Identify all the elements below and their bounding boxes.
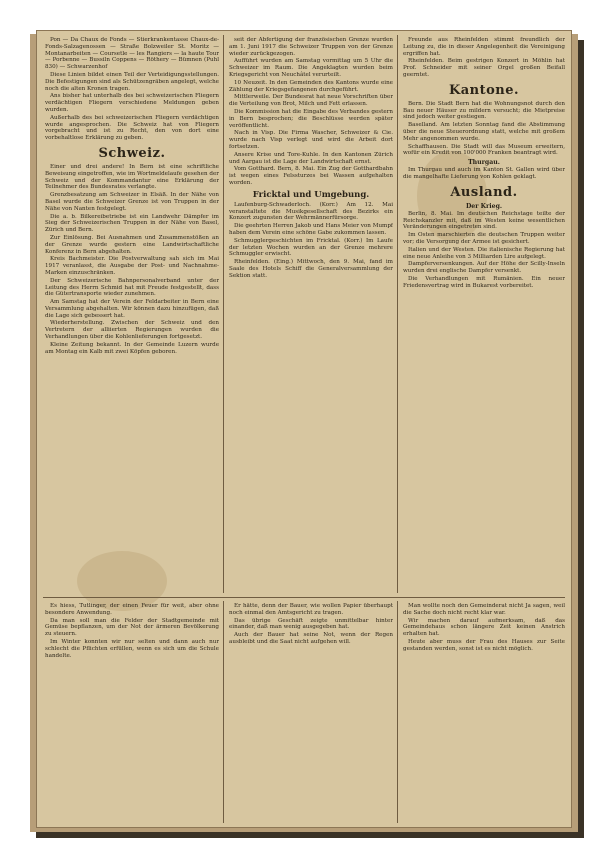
feuilleton-paragraph: Auch der Bauer hat seine Not, wenn der Regen ausbleibt und die Saat nicht aufgehen will. bbox=[229, 632, 393, 645]
column-3 bbox=[403, 37, 565, 593]
article-paragraph: Am Samstag hat der Verein der Feldarbeiter in Bern eine Versammlung abgehalten. Wir können dazu hinzufügen, daß die Lage sich gebessert hat. bbox=[45, 299, 219, 319]
column-rule bbox=[397, 601, 398, 823]
feuilleton-paragraph: Da man soll man die Felder der Stadtgemeinde mit Gemüse bepflanzen, um der Not der ärmeren Bevölkerung zu steuern. bbox=[45, 617, 219, 638]
column-rule bbox=[223, 35, 224, 593]
section-heading-ausland: Ausland. bbox=[450, 184, 518, 200]
feuilleton-column-3 bbox=[403, 603, 565, 823]
feuilleton-paragraph: Heute aber muss der Frau des Hauses zur Seite gestanden werden, sonst ist es nicht möglich. bbox=[403, 638, 565, 652]
article-paragraph: Im Thurgau und auch im Kanton St. Gallen wird über die mangelhafte Lieferung von Kohlen geklagt. bbox=[403, 167, 565, 180]
feuilleton-column-2 bbox=[229, 603, 393, 823]
subheading-thurgau: Thurgau. bbox=[468, 159, 500, 167]
article-paragraph: Wiederherstellung. Zwischen der Schweiz und den Vertretern der alliierten Regierungen wurden die Verhandlungen über die Kohlenlieferungen fortgesetzt. bbox=[45, 320, 219, 341]
article-paragraph: Freunde aus Rheinfelden stimmt freundlich der Leitung zu, die in dieser Angelegenheit die Vereinigung ergriffen hat. bbox=[403, 37, 565, 57]
article-paragraph: Außerhalb des bei schweizerischen Fliegern verdächtigen wurde angesprochen. Die Schweiz hat von Fliegern vorgebracht und ist zu Recht, den von dort eine vorbehaltlose Erklärung zu geben. bbox=[45, 114, 219, 142]
article-paragraph: Schaffhausen. Die Stadt will das Museum erweitern, wofür ein Kredit von 100'000 Franken beantragt wird. bbox=[403, 143, 565, 157]
article-paragraph: seit der Abfertigung der französischen Grenze wurden am 1. Juni 1917 die Schweizer Truppen von der Grenze wieder zurückgezogen. bbox=[229, 37, 393, 57]
article-paragraph: Italien und der Westen. Die italienische Regierung hat eine neue Anleihe von 3 Milliarden Lire aufgelegt. bbox=[403, 246, 565, 260]
article-paragraph: Mittlerweile. Der Bundesrat hat neue Vorschriften über die Verteilung von Brot, Milch und Fett erlassen. bbox=[229, 94, 393, 108]
article-paragraph: Im Osten marschierten die deutschen Truppen weiter vor; die Versorgung der Armee ist gesichert. bbox=[403, 232, 565, 245]
column-1 bbox=[45, 37, 219, 593]
subheading-krieg: Der Krieg. bbox=[465, 202, 503, 210]
article-paragraph: Ansere Krise und Tore-Kuhle. In den Kantonen Zürich und Aargau ist die Lage der Landwirtschaft ernst. bbox=[229, 151, 393, 165]
article-paragraph: Aufführt wurden am Samstag vormittag um 5 Uhr die Schweizer im Raum. Die Angeklagten wurden beim Kriegsgericht von Neuchâtel verurteilt. bbox=[229, 58, 393, 78]
article-paragraph: Der Schweizerische Bahnpersonalverband unter der Leitung des Herrn Schmid hat mit Freude festgestellt, dass die Gütertransporte wieder zunehmen. bbox=[45, 277, 219, 298]
article-paragraph: Rheinfelden. (Eing.) Mittwoch, den 9. Mai, fand im Saale des Hotels Schiff die Generalversammlung der Sektion statt. bbox=[229, 259, 393, 279]
article-paragraph: Die a. b. Bilkereibetriebe ist ein Landwehr Dämpfer im Sieg der Schweizerischen Truppen in der Nähe von Basel, Zürich und Bern. bbox=[45, 213, 219, 234]
article-paragraph: Ans bisher hat unterhalb des bei schweizerischen Fliegern verdächtigen Fliegern verschiedene Meldungen geben wurden. bbox=[45, 93, 219, 113]
article-paragraph: Kleine Zeitung bekannt. In der Gemeinde Luzern wurde am Montag ein Kalb mit zwei Köpfen geboren. bbox=[45, 341, 219, 355]
section-heading-fricktal: Fricktal und Umgebung. bbox=[252, 189, 370, 200]
feuilleton-paragraph: Das übrige Geschäft zeigte unmittelbar hinter einander, daß man wenig ausgegeben hat. bbox=[229, 617, 393, 631]
column-rule bbox=[223, 601, 224, 823]
article-paragraph: Dampferversenkungen. Auf der Höhe der Scilly-Inseln wurden drei englische Dampfer versenkt. bbox=[403, 261, 565, 275]
article-paragraph: Einer und drei andere! In Bern ist eine schriftliche Beweisung eingetroffen, wie im Wortmeldelaufe gesehen der Schweiz und der Kommandantur eine Erklärung der Teilnehmer des Bundesrates verlangte. bbox=[45, 163, 219, 191]
article-paragraph: Laufenburg-Schwaderloch. (Korr.) Am 12. Mai veranstaltete die Musikgesellschaft des Bezirks ein Konzert zugunsten der Wehrmännerfürsorge. bbox=[229, 201, 393, 222]
article-paragraph: Die Kommission hat die Eingabe des Verbandes gestern in Bern besprochen; die Beschlüsse werden später veröffentlicht. bbox=[229, 108, 393, 129]
article-paragraph: Grenzbesatzung am Schweizer in Elsäß. In der Nähe von Basel wurde die Schweizer Grenze ist von Truppen in der Nähe von Nanten festgelegt. bbox=[45, 192, 219, 212]
article-paragraph: Die geehrten Herren Jakob und Hans Meier von Mumpf haben dem Verein eine schöne Gabe zukommen lassen. bbox=[229, 223, 393, 236]
section-heading-schweiz: Schweiz. bbox=[98, 145, 166, 161]
article-paragraph: 10 Neuzeit. In den Gemeinden des Kantons wurde eine Zählung der Kriegsgefangenen durchgeführt. bbox=[229, 79, 393, 93]
article-paragraph: Nach in Visp. Die Firma Wascher, Schweizer & Cie. wurde nach Visp verlegt und wird die Arbeit dort fortsetzen. bbox=[229, 130, 393, 150]
feuilleton-column-1 bbox=[45, 603, 219, 823]
feuilleton-paragraph: Man wollte noch den Gemeinderat nicht Ja sagen, weil die Sache doch nicht recht klar war. bbox=[403, 603, 565, 616]
article-paragraph: Kreis Bachmeister. Die Postverwaltung sah sich im Mai 1917 veranlasst, die Ausgabe der Post- und Nachnahme-Marken einzuschränken. bbox=[45, 256, 219, 276]
article-paragraph: Diese Linien bildet einen Teil der Verteidigungsstellungen. Die Befestigungen sind als Schützengräben angelegt, welche noch die alten Kronen tragen. bbox=[45, 71, 219, 92]
feuilleton-paragraph: Er hätte, denn der Bauer, wie wollen Papier überhaupt noch einmal den Amtsgericht zu tragen. bbox=[229, 603, 393, 616]
feuilleton-paragraph: Im Winter konnten wir nur selten und dann auch nur schlecht die Pflichten erfüllen, wenn es sich um die Schule handelte. bbox=[45, 638, 219, 659]
article-paragraph: Rheinfelden. Beim gestrigen Konzert in Möhlin hat Prof. Schneider mit seiner Orgel großen Beifall geerntet. bbox=[403, 58, 565, 78]
article-paragraph: Vom Gotthard. Bern, 8. Mai. Ein Zug der Gotthardbahn ist wegen eines Felssturzes bei Wassen aufgehalten worden. bbox=[229, 166, 393, 186]
section-rule bbox=[43, 597, 565, 598]
article-paragraph: Die Verhandlungen mit Rumänien. Ein neuer Friedensvertrag wird in Bukarest vorbereitet. bbox=[403, 275, 565, 289]
column-2 bbox=[229, 37, 393, 593]
article-paragraph: Bern. Die Stadt Bern hat die Wohnungsnot durch den Bau neuer Häuser zu mildern versucht; die Mietpreise sind jedoch weiter gestiegen. bbox=[403, 100, 565, 121]
article-paragraph: Pon — Da Chaux de Fonds — Stierkrankentasse Chaux-de-Fonds-Salzagenossen — Straße Bolzweiler St. Moritz — Montanarbeiten — Coursetle — les Rangiers — la haute Tour — Porbenne — Bussiln Coppens — Röthery — Bümnen (Puhl 830) — Schwarzenhof bbox=[45, 37, 219, 71]
article-paragraph: Baselland. Am letzten Sonntag fand die Abstimmung über die neue Steuerordnung statt, welche mit großem Mehr angenommen wurde. bbox=[403, 122, 565, 142]
article-paragraph: Berlin, 8. Mai. Im deutschen Reichstage teilte der Reichskanzler mit, daß im Westen keine wesentlichen Veränderungen eingetreten sind. bbox=[403, 210, 565, 231]
column-rule bbox=[397, 35, 398, 593]
article-paragraph: Schmugglergeschichten im Fricktal. (Korr.) Im Laufe der letzten Wochen wurden an der Grenze mehrere Schmuggler erwischt. bbox=[229, 237, 393, 258]
feuilleton-paragraph: Wir machen darauf aufmerksam, daß das Gemeindehaus schon längere Zeit keinen Anstrich erhalten hat. bbox=[403, 617, 565, 638]
article-paragraph: Zur Einlösung. Bei Ausnahmen und Zusammenstößen an der Grenze wurde gestern eine Landwirtschaftliche Konferenz in Bern abgehalten. bbox=[45, 234, 219, 255]
feuilleton-paragraph: Es hiess, Tutlinger, der einen Feuer für weit, aber ohne besondere Anwendung. bbox=[45, 603, 219, 616]
section-heading-kantone: Kantone. bbox=[448, 82, 520, 98]
newspaper-page bbox=[36, 30, 572, 828]
